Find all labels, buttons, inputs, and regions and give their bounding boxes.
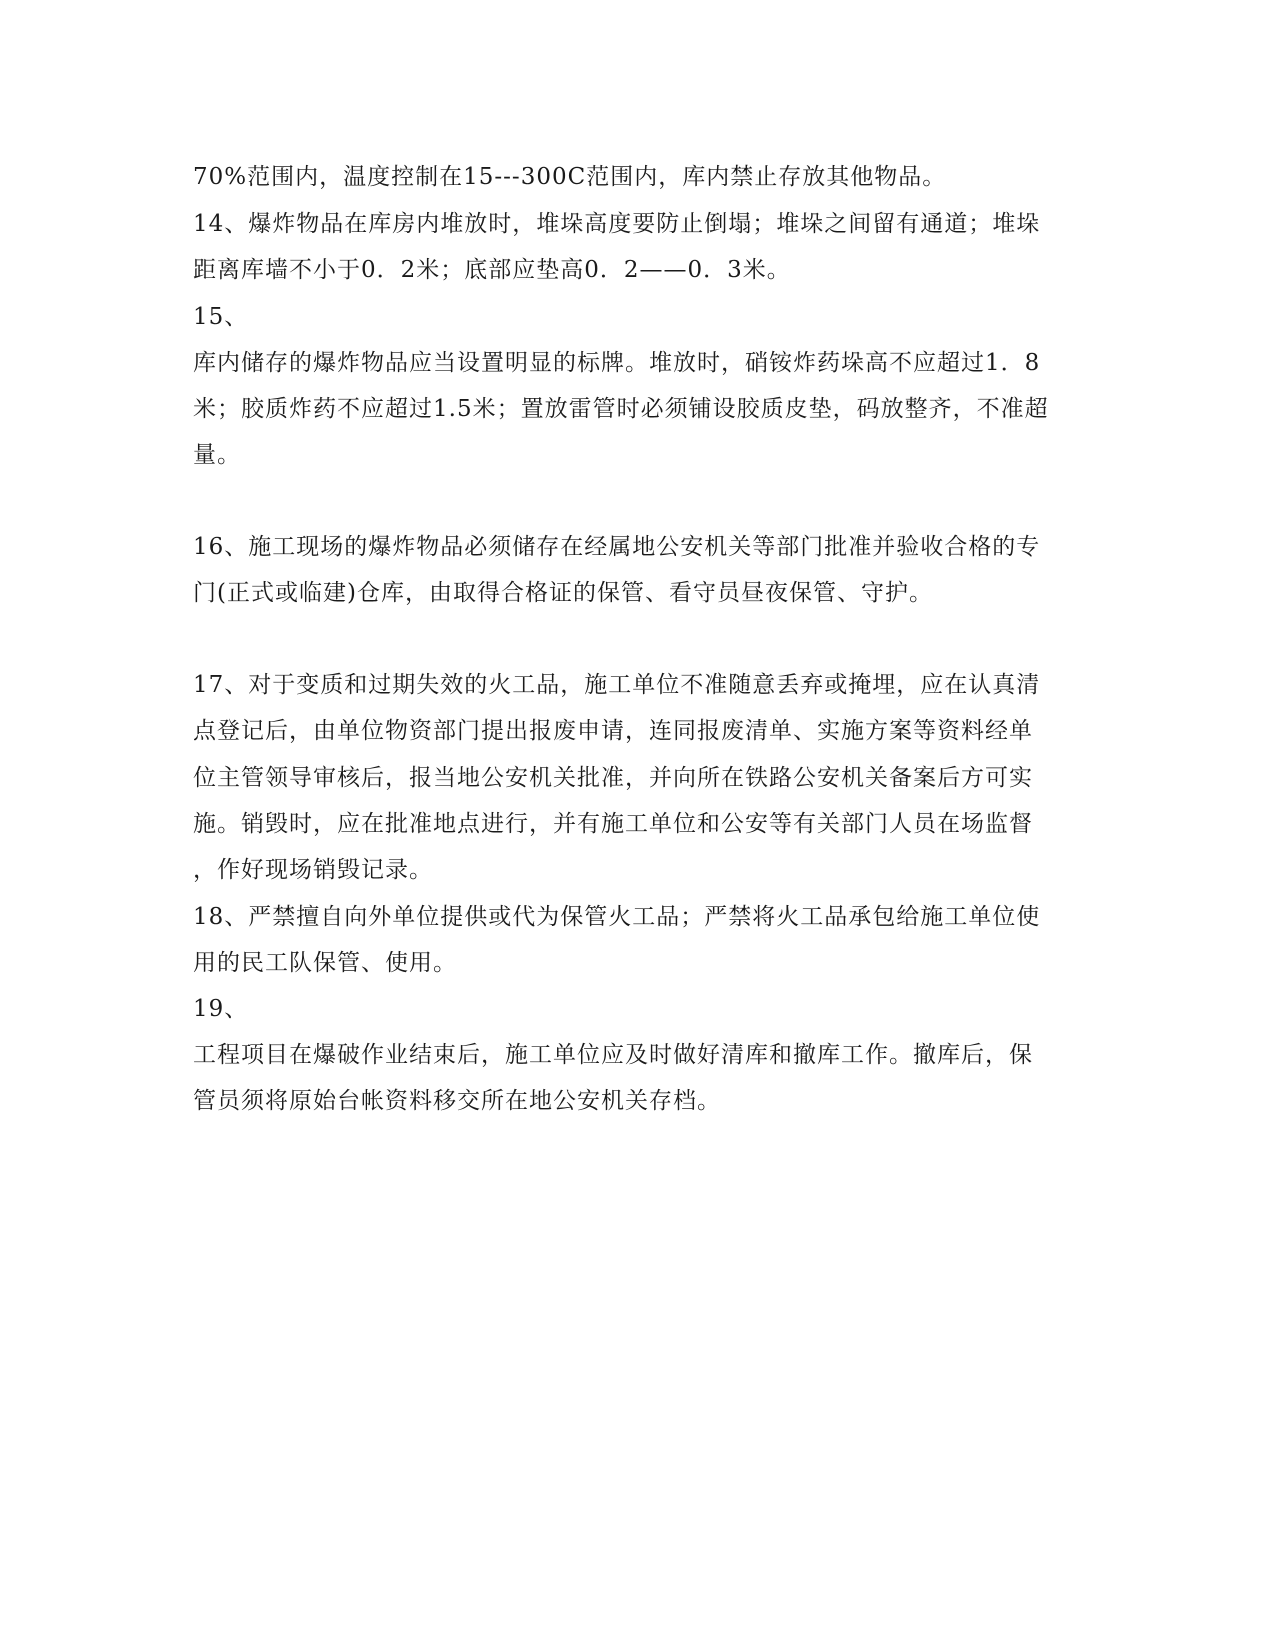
text-line-12: 位主管领导审核后，报当地公安机关批准，并向所在铁路公安机关备案后方可实 [193, 765, 1033, 791]
text-line-8: 16、施工现场的爆炸物品必须储存在经属地公安机关等部门批准并验收合格的专 [193, 534, 1041, 560]
text-line-5: 库内储存的爆炸物品应当设置明显的标牌。堆放时，硝铵炸药垛高不应超过1．8 [193, 350, 1041, 376]
text-line-4: 15、 [193, 304, 249, 330]
text-line-18: 工程项目在爆破作业结束后，施工单位应及时做好清库和撤库工作。撤库后，保 [193, 1042, 1033, 1068]
text-line-9: 门(正式或临建)仓库，由取得合格证的保管、看守员昼夜保管、守护。 [193, 580, 933, 606]
text-line-19: 管员须将原始台帐资料移交所在地公安机关存档。 [193, 1088, 721, 1114]
text-line-1: 70%范围内，温度控制在15---300C范围内，库内禁止存放其他物品。 [193, 164, 947, 190]
text-line-7: 量。 [193, 442, 241, 468]
text-line-16: 用的民工队保管、使用。 [193, 950, 457, 976]
text-line-10: 17、对于变质和过期失效的火工品，施工单位不准随意丢弃或掩埋，应在认真清 [193, 672, 1041, 698]
text-line-3: 距离库墙不小于0．2米；底部应垫高0．2——0．3米。 [193, 257, 791, 283]
text-line-6: 米；胶质炸药不应超过1.5米；置放雷管时必须铺设胶质皮垫，码放整齐，不准超 [193, 396, 1049, 422]
text-line-17: 19、 [193, 996, 249, 1022]
text-line-14: ，作好现场销毁记录。 [193, 857, 433, 883]
text-line-15: 18、严禁擅自向外单位提供或代为保管火工品；严禁将火工品承包给施工单位使 [193, 904, 1041, 930]
text-line-13: 施。销毁时，应在批准地点进行，并有施工单位和公安等有关部门人员在场监督 [193, 811, 1033, 837]
text-line-11: 点登记后，由单位物资部门提出报废申请，连同报废清单、实施方案等资料经单 [193, 718, 1033, 744]
text-line-2: 14、爆炸物品在库房内堆放时，堆垛高度要防止倒塌；堆垛之间留有通道；堆垛 [193, 211, 1041, 237]
